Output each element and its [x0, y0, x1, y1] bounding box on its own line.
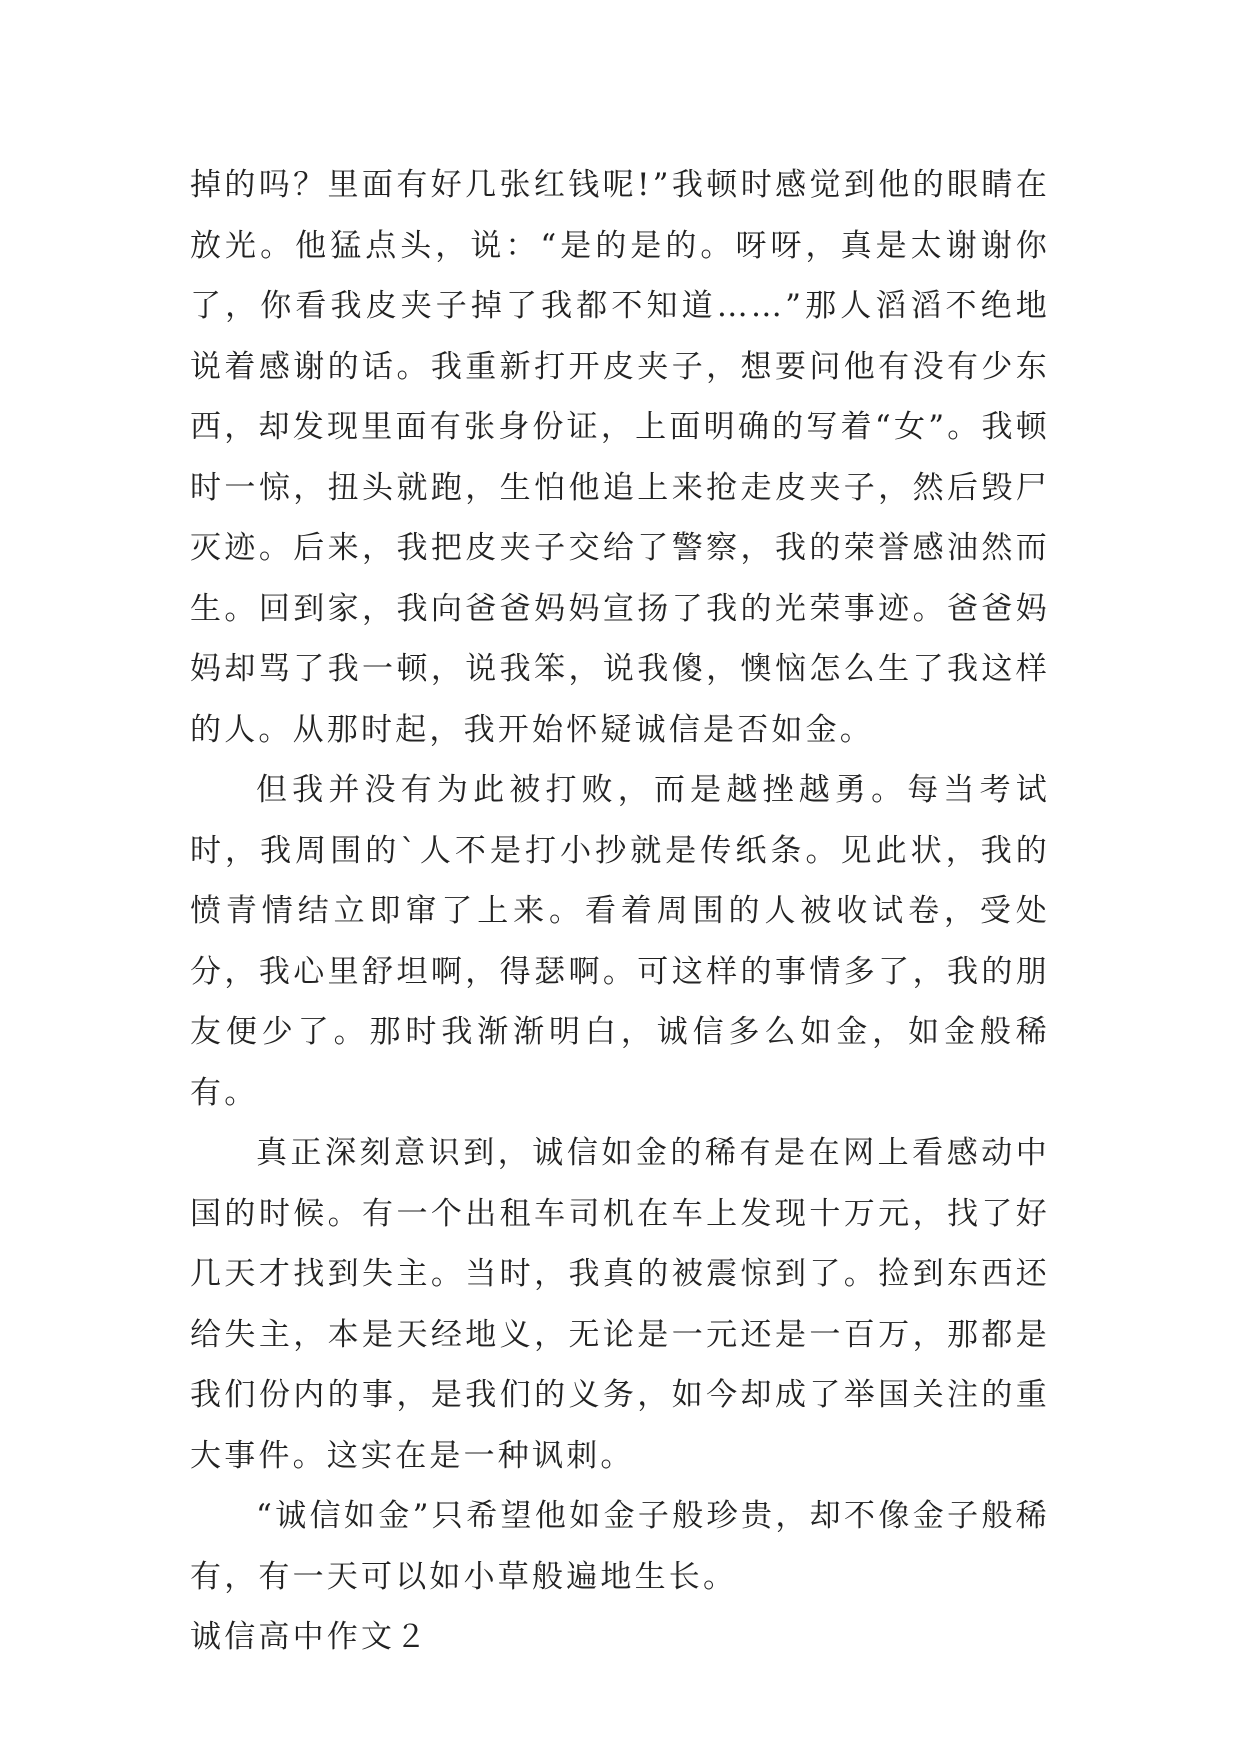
paragraph-4: “诚信如金”只希望他如金子般珍贵，却不像金子般稀有，有一天可以如小草般遍地生长。	[190, 1498, 1050, 1595]
paragraph-2: 但我并没有为此被打败，而是越挫越勇。每当考试时，我周围的`人不是打小抄就是传纸条。见此状，我的愤青情结立即窜了上来。看着周围的人被收试卷，受处分，我心里舒坦啊，得瑟啊。可这样的事情多了，我的朋友便少了。那时我渐渐明白，诚信多么如金，如金般稀有。	[190, 772, 1050, 1111]
document-body	[190, 155, 1050, 1668]
paragraph-1: 掉的吗？里面有好几张红钱呢!”我顿时感觉到他的眼睛在放光。他猛点头，说：“是的是的。呀呀，真是太谢谢你了，你看我皮夹子掉了我都不知道……”那人滔滔不绝地说着感谢的话。我重新打开皮夹子，想要问他有没有少东西，却发现里面有张身份证，上面明确的写着“女”。我顿时一惊，扭头就跑，生怕他追上来抢走皮夹子，然后毁尸灭迹。后来，我把皮夹子交给了警察，我的荣誉感油然而生。回到家，我向爸爸妈妈宣扬了我的光荣事迹。爸爸妈妈却骂了我一顿，说我笨，说我傻，懊恼怎么生了我这样的人。从那时起，我开始怀疑诚信是否如金。	[190, 167, 1050, 748]
section-heading: 诚信高中作文２	[190, 1619, 430, 1655]
paragraph-3: 真正深刻意识到，诚信如金的稀有是在网上看感动中国的时候。有一个出租车司机在车上发现十万元，找了好几天才找到失主。当时，我真的被震惊到了。捡到东西还给失主，本是天经地义，无论是一元还是一百万，那都是我们份内的事，是我们的义务，如今却成了举国关注的重大事件。这实在是一种讽刺。	[190, 1135, 1050, 1474]
